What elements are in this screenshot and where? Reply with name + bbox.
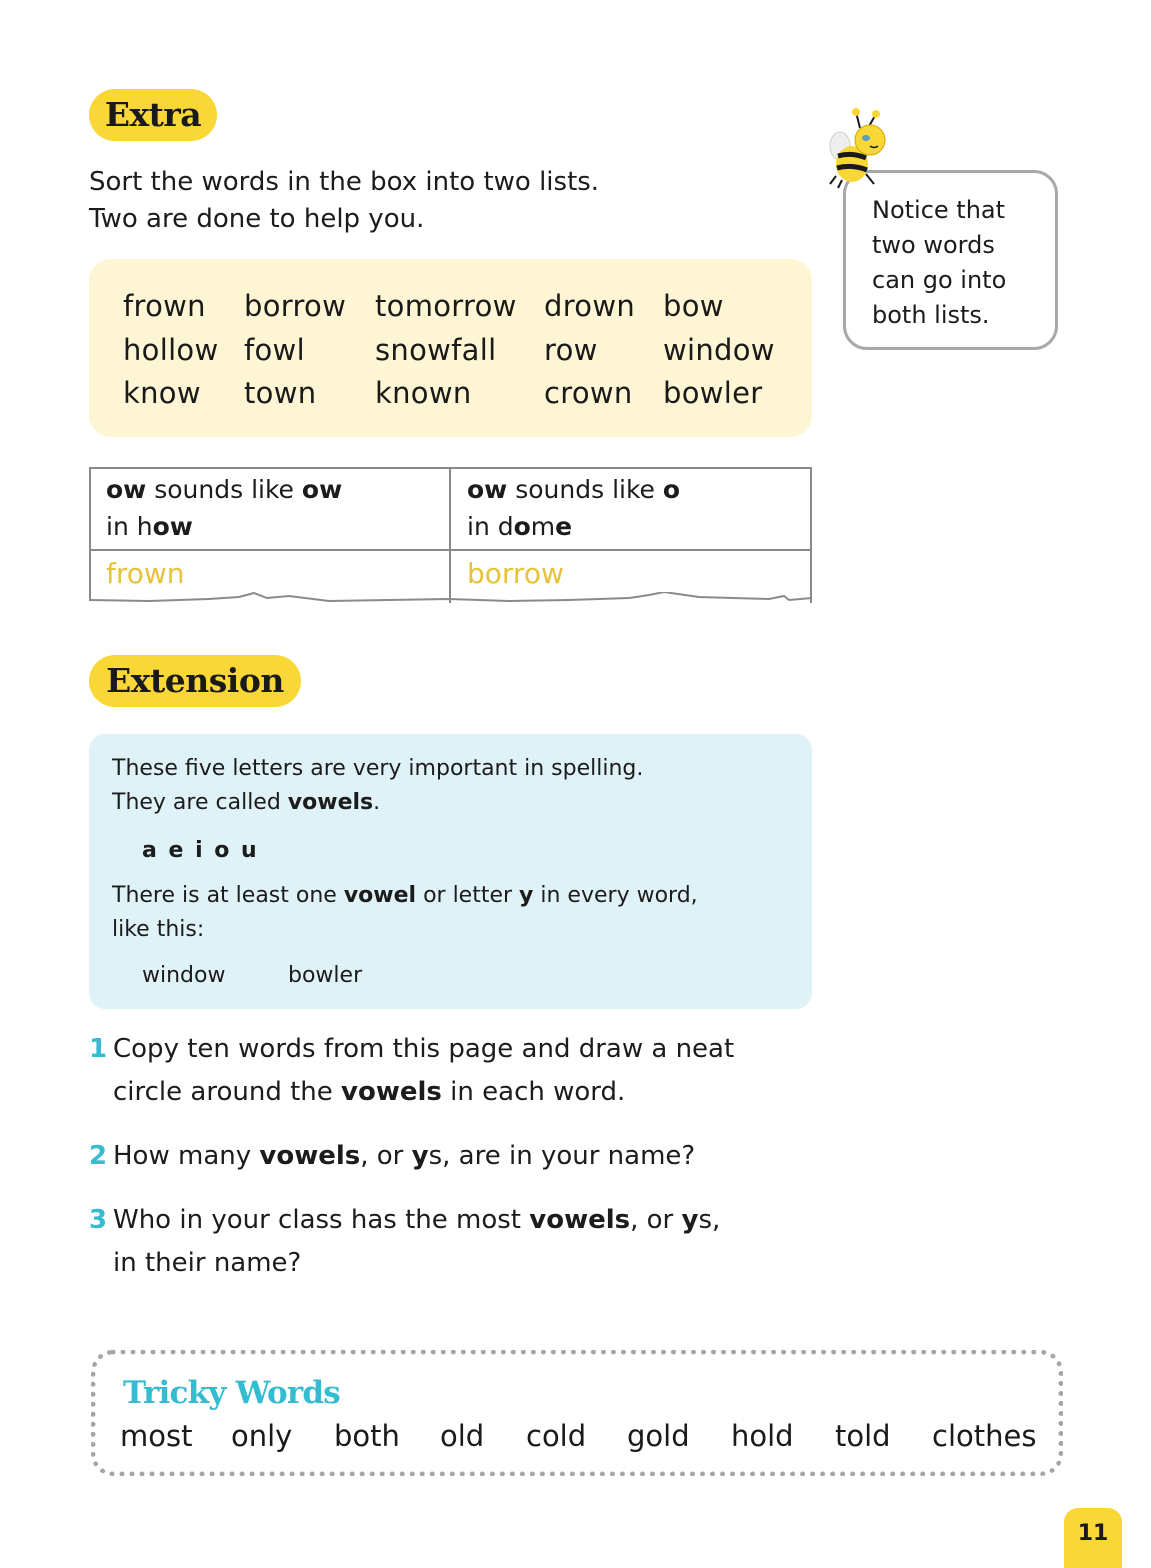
- word-box-word: drown: [544, 289, 636, 323]
- page-number: 11: [1064, 1508, 1122, 1568]
- word-box-word: bow: [663, 289, 724, 323]
- tricky-word: gold: [627, 1419, 690, 1453]
- extra-heading: Extra: [89, 89, 217, 141]
- example-answer: borrow: [467, 557, 564, 590]
- torn-edge: [89, 592, 812, 606]
- extra-instructions: [89, 164, 599, 238]
- word-box: [89, 259, 812, 437]
- word-box-word: window: [663, 333, 775, 367]
- instruction-line-1: Sort the words in the box into two lists.: [89, 167, 600, 197]
- word-box-word: tomorrow: [375, 289, 517, 323]
- word-box-word: crown: [544, 376, 633, 410]
- sort-table: [89, 467, 812, 605]
- tricky-words-title: Tricky Words: [123, 1375, 340, 1411]
- vowel-info-box: [89, 734, 812, 1009]
- word-box-word: bowler: [663, 376, 763, 410]
- word-box-word: borrow: [244, 289, 347, 323]
- word-box-word: known: [375, 376, 472, 410]
- tricky-word: cold: [526, 1419, 587, 1453]
- word-box-word: snowfall: [375, 333, 497, 367]
- example-answer: frown: [106, 557, 185, 590]
- column-header-ow-how: ow sounds like ow in how: [106, 475, 343, 541]
- question-2: 2 How many vowels, or ys, are in your name?: [89, 1135, 695, 1178]
- tricky-word: told: [835, 1419, 891, 1453]
- hint-text: [872, 193, 1006, 333]
- question-number: 1: [89, 1034, 108, 1064]
- column-divider: [449, 467, 451, 603]
- info-line: There is at least one vowel or letter y in every word,: [112, 883, 698, 908]
- word-box-word: town: [244, 376, 317, 410]
- info-line: like this:: [112, 917, 205, 942]
- vowel-list: a e i o u: [142, 838, 259, 863]
- word-box-word: know: [123, 376, 201, 410]
- word-box-word: hollow: [123, 333, 219, 367]
- example-word: window: [142, 963, 226, 988]
- hint-line: Notice that: [872, 196, 1006, 224]
- column-header-ow-dome: ow sounds like o in dome: [467, 475, 681, 541]
- question-3: 3 Who in your class has the most vowels, or ys, in their name?: [89, 1199, 720, 1285]
- word-box-word: fowl: [244, 333, 305, 367]
- hint-line: two words: [872, 231, 995, 259]
- instruction-line-2: Two are done to help you.: [89, 204, 425, 234]
- question-number: 2: [89, 1141, 108, 1171]
- hint-line: both lists.: [872, 301, 990, 329]
- question-number: 3: [89, 1205, 108, 1235]
- tricky-word: hold: [731, 1419, 794, 1453]
- bee-icon: [826, 106, 892, 196]
- example-word: bowler: [288, 963, 363, 988]
- info-line: They are called vowels.: [112, 790, 381, 815]
- question-1: 1 Copy ten words from this page and draw a neat circle around the vowels in each word.: [89, 1028, 734, 1114]
- tricky-word: only: [231, 1419, 293, 1453]
- tricky-word: both: [334, 1419, 400, 1453]
- word-box-word: frown: [123, 289, 206, 323]
- info-line: These five letters are very important in spelling.: [112, 756, 644, 781]
- extension-heading: Extension: [89, 655, 301, 707]
- tricky-word: old: [440, 1419, 485, 1453]
- hint-box: [843, 170, 1058, 350]
- tricky-words-box: [91, 1350, 1063, 1476]
- tricky-word: most: [120, 1419, 193, 1453]
- tricky-word: clothes: [932, 1419, 1037, 1453]
- hint-line: can go into: [872, 266, 1007, 294]
- word-box-word: row: [544, 333, 598, 367]
